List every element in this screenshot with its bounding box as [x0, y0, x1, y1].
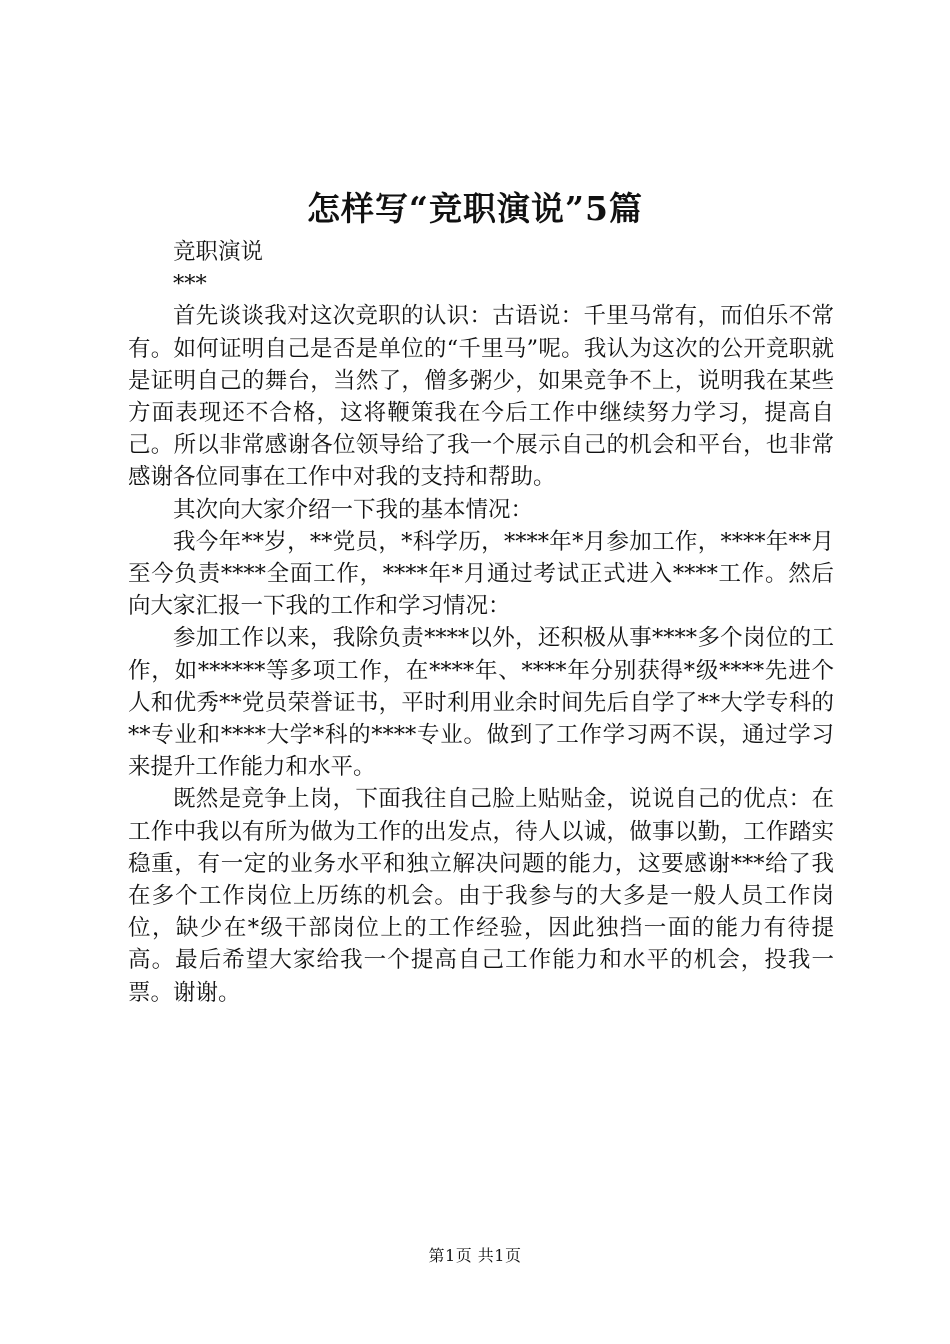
document-title: 怎样写“竞职演说”5篇 [307, 189, 643, 228]
body-paragraph-placeholder: *** [173, 271, 207, 298]
body-paragraph: 参加工作以来，我除负责****以外，还积极从事****多个岗位的工作，如******等多项工作，在****年、****年分别获得*级****先进个人和优秀**党员荣誉证书，平时利用业余时间先后自学了**大学专科的**专业和****大学*科的****专业。做到了工作学习两不误，通过学习来提升工作能力和水平。 [128, 625, 834, 781]
body-paragraph: 其次向大家介绍一下我的基本情况： [173, 496, 534, 523]
document-body [128, 236, 834, 1009]
body-paragraph: 首先谈谈我对这次竞职的认识：古语说：千里马常有，而伯乐不常有。如何证明自己是否是单位的“千里马”呢。我认为这次的公开竞职就是证明自己的舞台，当然了，僧多粥少，如果竞争不上，说明我在某些方面表现还不合格，这将鞭策我在今后工作中继续努力学习，提高自己。所以非常感谢各位领导给了我一个展示自己的机会和平台，也非常感谢各位同事在工作中对我的支持和帮助。 [128, 303, 834, 491]
body-paragraph: 既然是竞争上岗，下面我往自己脸上贴贴金，说说自己的优点：在工作中我以有所为做为工作的出发点，待人以诚，做事以勤，工作踏实稳重，有一定的业务水平和独立解决问题的能力，这要感谢***给了我在多个工作岗位上历练的机会。由于我参与的大多是一般人员工作岗位，缺少在*级干部岗位上的工作经验，因此独挡一面的能力有待提高。最后希望大家给我一个提高自己工作能力和水平的机会，投我一票。谢谢。 [128, 786, 834, 1006]
page-footer: 第1页 共1页 [428, 1246, 522, 1265]
body-paragraph: 我今年**岁，**党员，*科学历，****年*月参加工作，****年**月至今负责****全面工作，****年*月通过考试正式进入****工作。然后向大家汇报一下我的工作和学习情况： [128, 528, 834, 620]
body-paragraph-heading: 竞职演说 [173, 239, 264, 265]
